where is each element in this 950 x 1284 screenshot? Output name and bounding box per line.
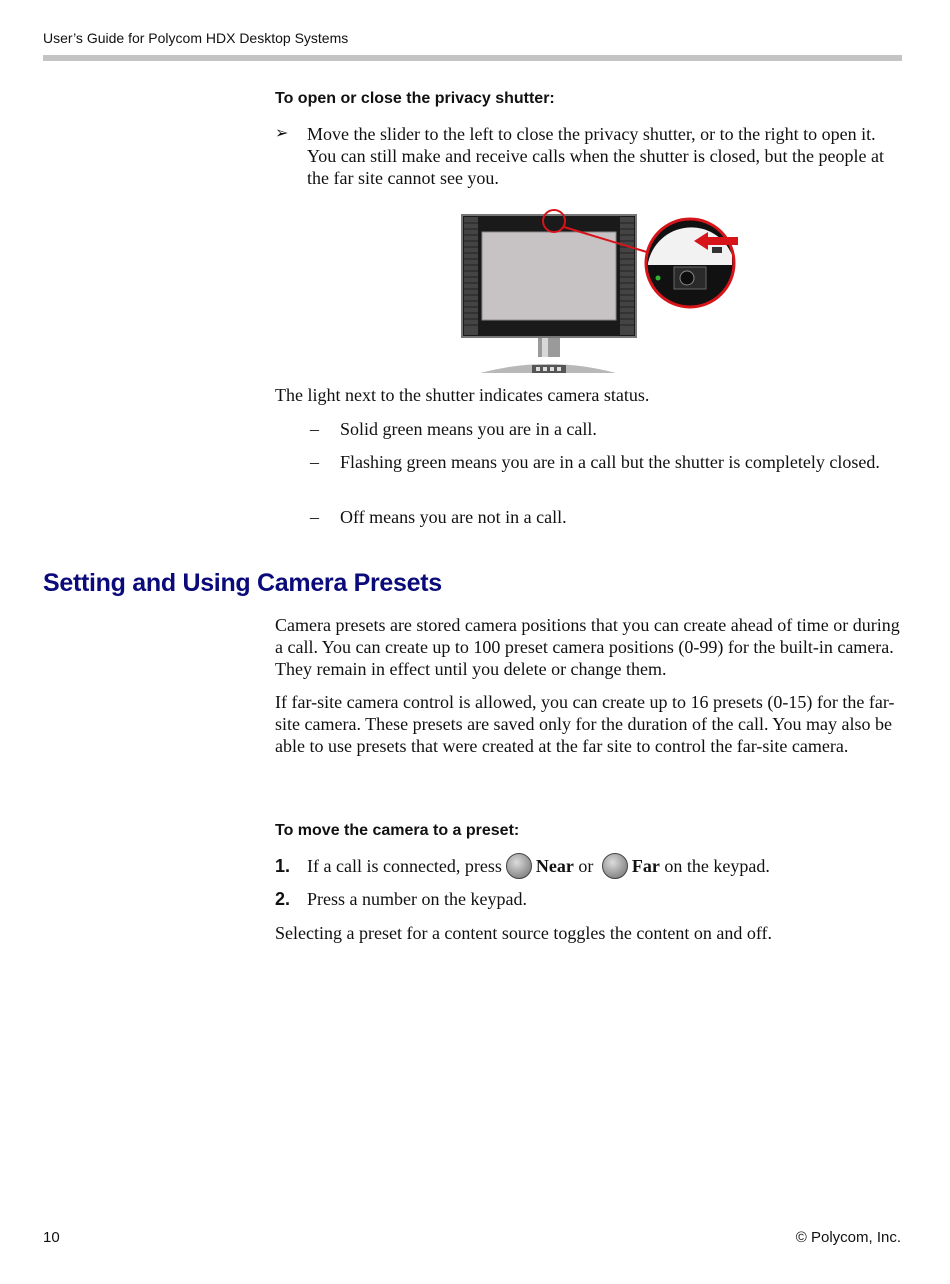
far-camera-icon [602, 853, 628, 879]
monitor-stand [480, 335, 616, 373]
section-title: Setting and Using Camera Presets [43, 569, 442, 597]
header-rule [43, 55, 902, 61]
status-text: Off means you are not in a call. [340, 507, 567, 527]
near-camera-icon [506, 853, 532, 879]
step-1-post: on the keypad. [664, 856, 770, 877]
preset-note: Selecting a preset for a content source toggles the content on and off. [275, 923, 773, 943]
shutter-bullet [275, 123, 905, 193]
footer-copyright: © Polycom, Inc. [795, 1229, 901, 1246]
status-solid-green [310, 418, 905, 440]
step-number: 1. [275, 856, 291, 876]
presets-para-1: Camera presets are stored camera positions that you can create ahead of time or during a call. You can create up to 100 preset camera positions (0-99) for the built-in camera. They remain in effect until you delete or change them. [275, 615, 900, 679]
monitor-screen [482, 232, 616, 320]
monitor-privacy-shutter-illustration [460, 205, 745, 377]
shutter-heading: To open or close the privacy shutter: [275, 90, 555, 107]
dash-bullet: – [310, 452, 319, 472]
step-1-text [307, 855, 905, 881]
bullet-arrow-icon: ➢ [275, 125, 289, 142]
camera-status-led [656, 276, 661, 281]
preset-step-1 [275, 855, 905, 881]
far-label: Far [631, 856, 660, 877]
step-number: 2. [275, 889, 291, 909]
or-label: or [578, 856, 594, 877]
presets-para-2: If far-site camera control is allowed, you can create up to 16 presets (0-15) for the far-site camera. These presets are saved only for the duration of the call. You may also be able to use presets that were created at the far site to control the far-site camera. [275, 692, 895, 756]
shutter-bullet-text: Move the slider to the left to close the privacy shutter, or to the right to open it. You can still make and receive calls when the shutter is closed, but the people at the far site cannot see you. [307, 124, 885, 188]
step-2-text: Press a number on the keypad. [307, 889, 527, 909]
light-intro: The light next to the shutter indicates camera status. [275, 385, 650, 405]
dash-bullet: – [310, 419, 319, 439]
preset-step-2 [275, 888, 905, 910]
dash-bullet: – [310, 507, 319, 527]
status-flashing-green [310, 451, 905, 495]
header-title: User’s Guide for Polycom HDX Desktop Systems [43, 30, 349, 46]
step-1-pre: If a call is connected, press [307, 856, 502, 877]
status-text: Flashing green means you are in a call but the shutter is completely closed. [340, 452, 880, 472]
status-off [310, 506, 905, 528]
page-number: 10 [43, 1229, 60, 1246]
near-label: Near [535, 856, 574, 877]
status-text: Solid green means you are in a call. [340, 419, 597, 439]
move-preset-heading: To move the camera to a preset: [275, 822, 520, 839]
